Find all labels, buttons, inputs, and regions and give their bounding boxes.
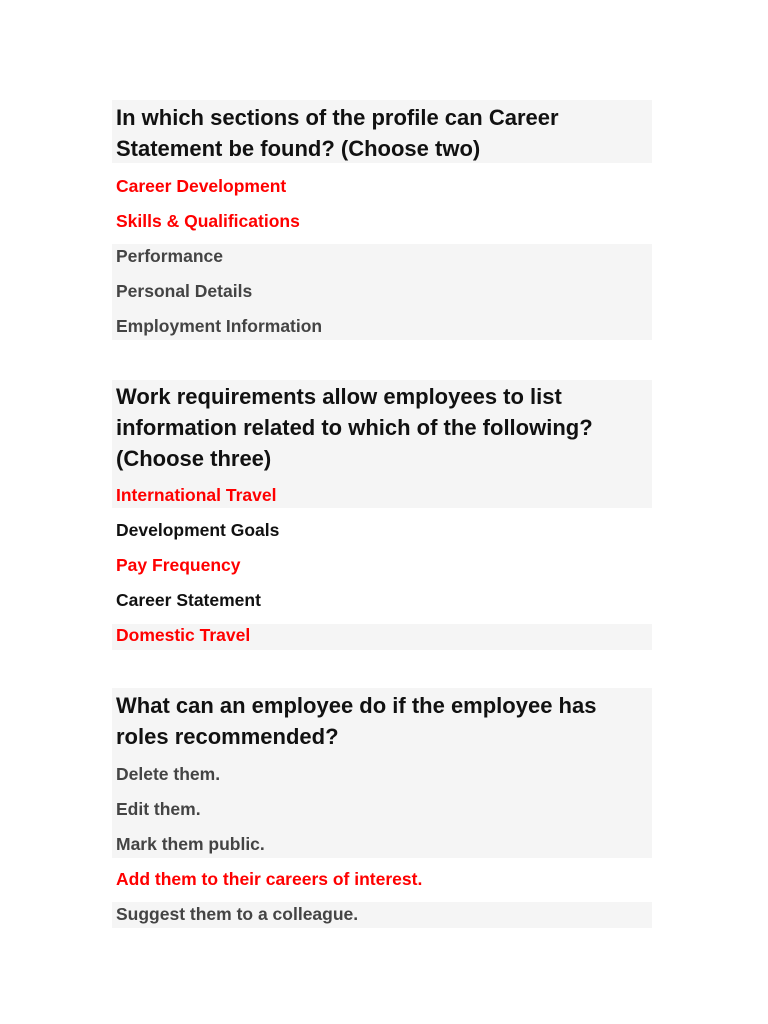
question-3: [112, 690, 652, 752]
question-1: [112, 102, 652, 164]
option-1-4: Personal Details: [116, 281, 253, 301]
option-2-2: Development Goals: [116, 520, 280, 540]
option-3-1: Delete them.: [116, 764, 221, 784]
question-1-text: In which sections of the profile can Career Statement be found? (Choose two): [116, 105, 559, 161]
option-1-2-correct: Skills & Qualifications: [116, 211, 300, 231]
question-2-text: Work requirements allow employees to list information related to which of the following? (Choose three): [116, 384, 593, 471]
option-1-3: Performance: [116, 246, 223, 266]
option-2-1-correct: International Travel: [116, 485, 277, 505]
option-1-1-correct: Career Development: [116, 176, 287, 196]
question-2-options: [112, 478, 652, 653]
question-2: [112, 381, 652, 474]
question-1-options: [112, 169, 652, 344]
question-3-options: [112, 757, 652, 932]
option-1-5: Employment Information: [116, 316, 323, 336]
option-3-3: Mark them public.: [116, 834, 265, 854]
option-3-5: Suggest them to a colleague.: [116, 904, 359, 924]
option-2-4: Career Statement: [116, 590, 261, 610]
option-3-2: Edit them.: [116, 799, 201, 819]
option-3-4-correct: Add them to their careers of interest.: [116, 869, 423, 889]
option-2-3-correct: Pay Frequency: [116, 555, 241, 575]
option-2-5-correct: Domestic Travel: [116, 625, 251, 645]
question-3-text: What can an employee do if the employee has roles recommended?: [116, 693, 597, 749]
